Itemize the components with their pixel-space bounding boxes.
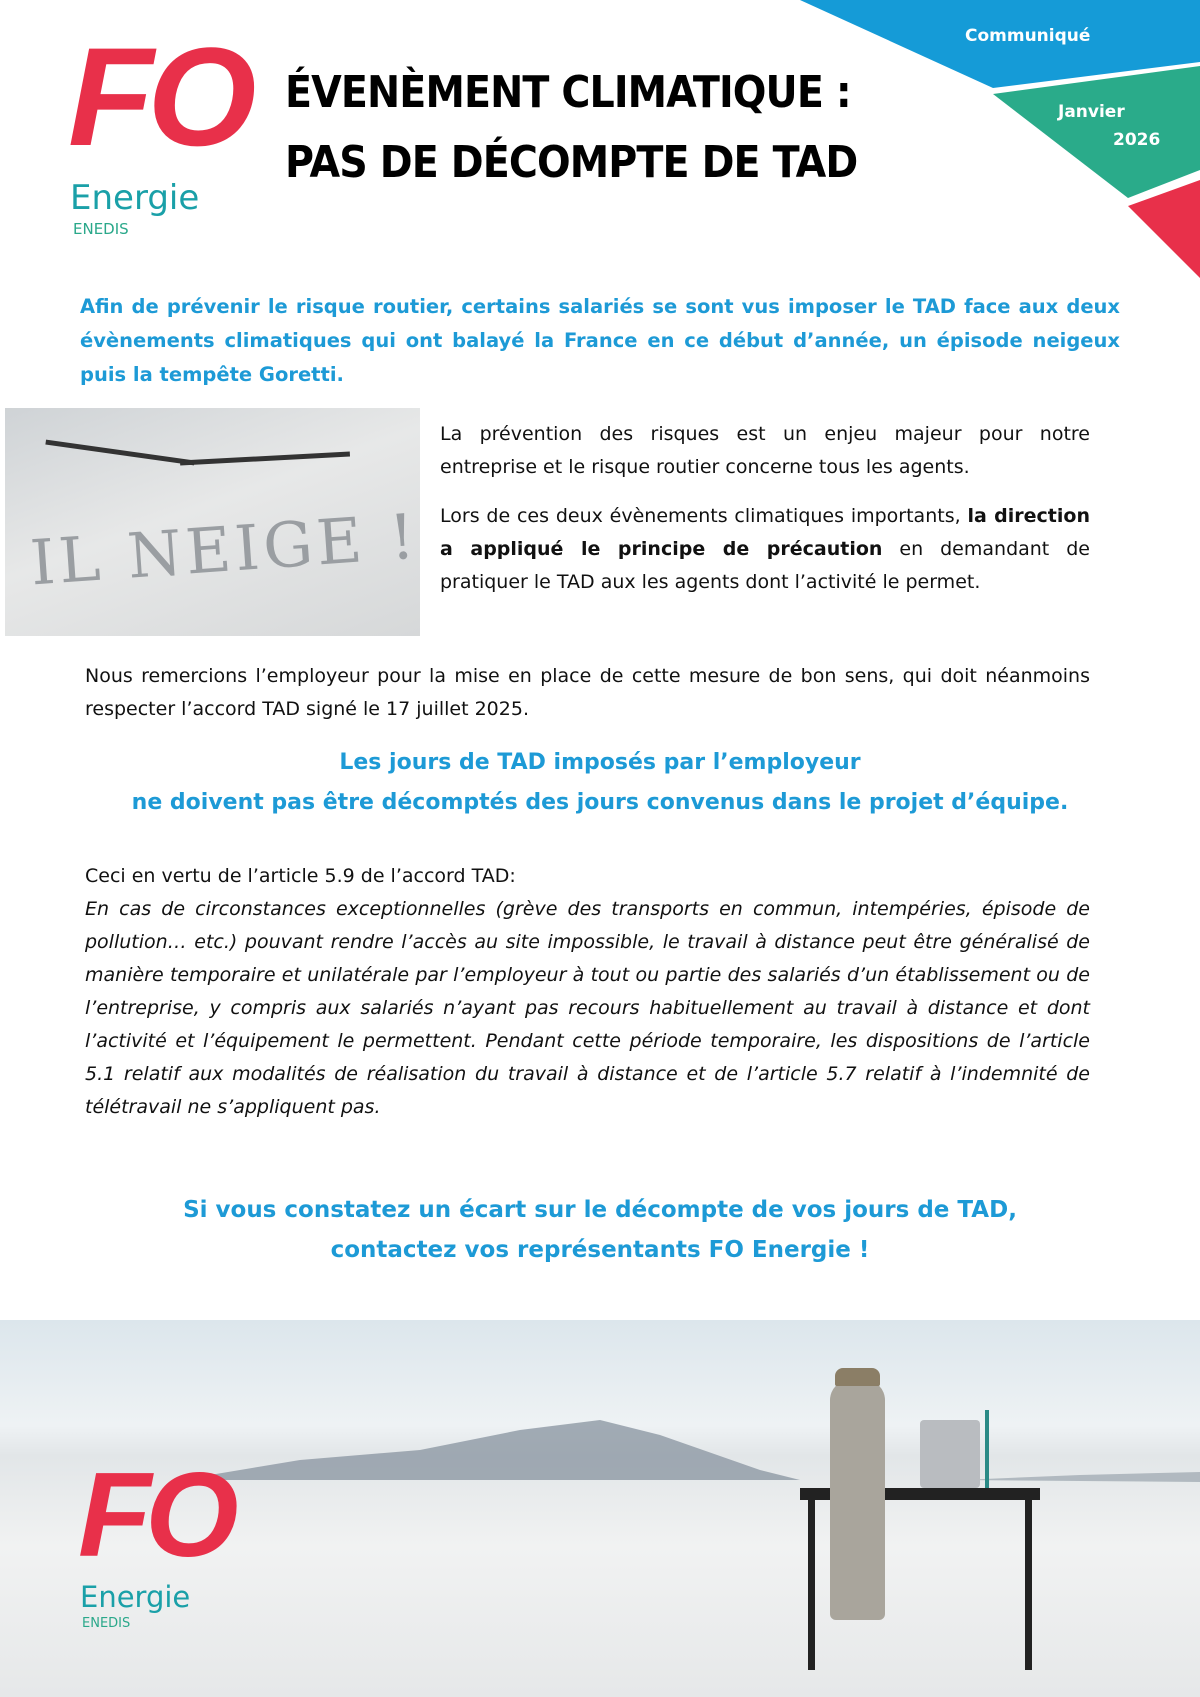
businessman [830, 1380, 885, 1620]
paragraph-thanks: Nous remercions l’employeur pour la mise en place de cette mesure de bon sens, qui doit néanmoins respecter l’accord TAD signé le 17 juillet 2025. [85, 665, 1090, 720]
logo-fo-text: FO [78, 1448, 233, 1582]
wiper-right [180, 452, 350, 466]
article-quote: En cas de circonstances exceptionnelles (grève des transports en commun, intempéries, épisode de pollution… etc.) pouvant rendre l’accès au site impossible, le travail à distance peut être généralisé de manière temporaire et unilatérale par l’employeur à tout ou partie des salariés d’un établissement ou de l’entreprise, y compris aux salariés n’ayant pas recours habituellement au travail à distance et dont l’activité et l’équipement le permettent. Pendant cette période temporaire, les dispositions de l’article 5.1 relatif aux modalités de réalisation du travail à distance et de l’article 5.7 relatif à l’indemnité de télétravail ne s’appliquent pas. [85, 898, 1090, 1118]
logo-energie-text: Energie [70, 178, 200, 218]
highlight-line2: ne doivent pas être décomptés des jours convenus dans le projet d’équipe. [131, 790, 1069, 815]
paragraph-precaution [440, 500, 1090, 599]
para2-text-end: en demandant de pratiquer le TAD aux les agents dont l’activité le permet. [440, 538, 1090, 593]
logo-enedis-text: ENEDIS [82, 1616, 131, 1631]
title-line1: ÉVENÈMENT CLIMATIQUE : [285, 67, 851, 118]
year-label: 2026 [1113, 130, 1161, 150]
desk-leg [808, 1500, 815, 1670]
contact-call-to-action [60, 1190, 1140, 1270]
desk-lamp [985, 1410, 989, 1488]
cta-line1: Si vous constatez un écart sur le décompte de vos jours de TAD, [183, 1197, 1017, 1223]
wiper-left [45, 440, 194, 466]
para2-bold: la direction a appliqué le principe de précaution [440, 505, 1090, 560]
snow-car-photo [5, 408, 420, 636]
communique-label: Communiqué [965, 26, 1091, 46]
title-line2: PAS DE DÉCOMPTE DE TAD [285, 137, 858, 188]
laptop [920, 1420, 980, 1488]
logo-energie-text: Energie [80, 1580, 191, 1614]
article-intro: Ceci en vertu de l’article 5.9 de l’accord TAD: [85, 865, 516, 887]
month-label: Janvier [1058, 102, 1125, 122]
paragraph-prevention: La prévention des risques est un enjeu majeur pour notre entreprise et le risque routier concerne tous les agents. [440, 423, 1090, 478]
desk-leg [1025, 1500, 1032, 1670]
cta-line2: contactez vos représentants FO Energie ! [330, 1237, 870, 1263]
snow-writing: IL NEIGE ! [27, 499, 421, 600]
page-title [285, 58, 857, 198]
lead-paragraph: Afin de prévenir le risque routier, certains salariés se sont vus imposer le TAD face aux deux évènements climatiques qui ont balayé la France en ce début d’année, un épisode neigeux puis la tempête Goretti. [80, 295, 1120, 386]
banner-red [1128, 180, 1200, 278]
logo-enedis-text: ENEDIS [73, 220, 129, 238]
hat [835, 1368, 880, 1386]
highlight-line1: Les jours de TAD imposés par l’employeur [339, 750, 861, 775]
banner-green [993, 66, 1200, 198]
highlight-message [60, 743, 1140, 823]
logo-fo-text: FO [68, 18, 251, 175]
para2-text: Lors de ces deux évènements climatiques importants, [440, 505, 968, 527]
